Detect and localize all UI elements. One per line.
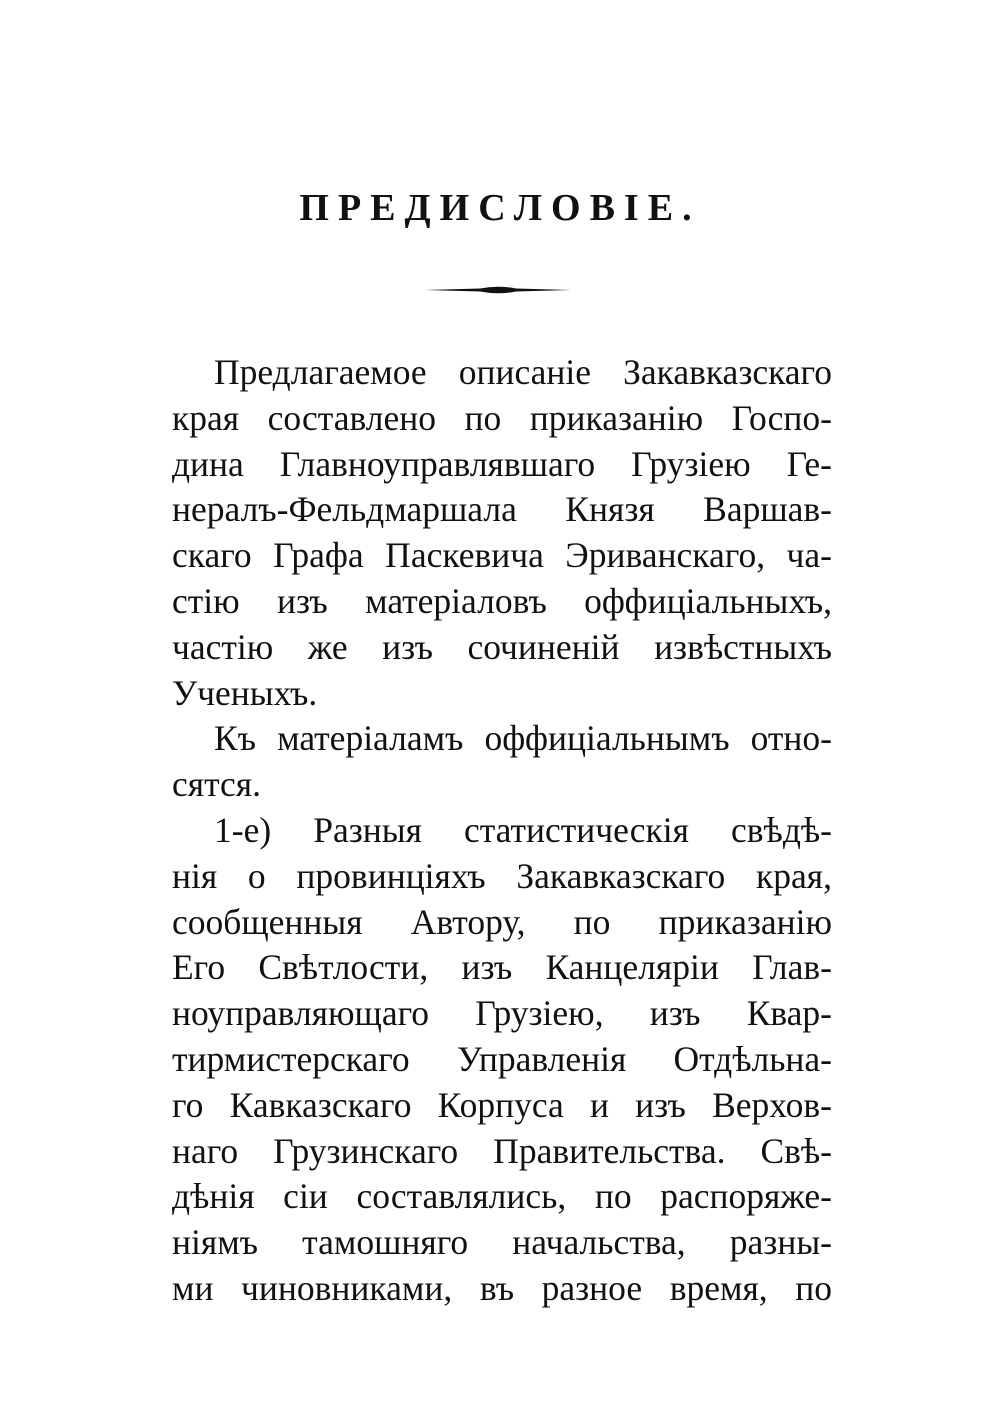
title-ornament-rule <box>425 283 571 297</box>
text-line: Къ матеріаламъ оффиціальнымъ отно- <box>214 718 832 759</box>
text-line: тирмистерскаго Управленія Отдѣльна- <box>172 1038 832 1079</box>
text-line: ноуправляющаго Грузіею, изъ Квар- <box>172 993 832 1034</box>
text-line: сятся. <box>172 764 261 805</box>
body-text <box>172 350 832 1312</box>
text-line: ніямъ тамошняго начальства, разны- <box>172 1222 832 1263</box>
text-line: Ученыхъ. <box>172 672 318 713</box>
text-line: дѣнія сіи составлялись, по распоряже- <box>172 1176 832 1217</box>
text-line: Предлагаемое описаніе Закавказскаго <box>214 352 832 392</box>
text-line: 1-е) Разныя статистическія свѣдѣ- <box>214 809 832 850</box>
text-line: го Кавказскаго Корпуса и изъ Верхов- <box>172 1084 832 1125</box>
page-title: ПРЕДИСЛОВІЕ. <box>299 187 701 229</box>
text-line: наго Грузинскаго Правительства. Свѣ- <box>172 1130 832 1171</box>
text-line: дина Главноуправлявшаго Грузіею Ге- <box>172 443 832 484</box>
text-line: ми чиновниками, въ разное время, по <box>172 1267 832 1308</box>
text-line: скаго Графа Паскевича Эриванскаго, ча- <box>172 535 832 576</box>
text-line: нералъ-Фельдмаршала Князя Варшав- <box>172 489 832 530</box>
text-line: нія о провинціяхъ Закавказскаго края, <box>172 855 832 896</box>
text-line: стію изъ матеріаловъ оффиціальныхъ, <box>172 580 832 621</box>
text-line: частію же изъ сочиненій извѣстныхъ <box>172 626 832 667</box>
text-line: края составлено по приказанію Госпо- <box>172 397 832 438</box>
text-line: Его Свѣтлости, изъ Канцеляріи Глав- <box>172 947 832 988</box>
text-line: сообщенныя Автору, по приказанію <box>172 901 832 942</box>
